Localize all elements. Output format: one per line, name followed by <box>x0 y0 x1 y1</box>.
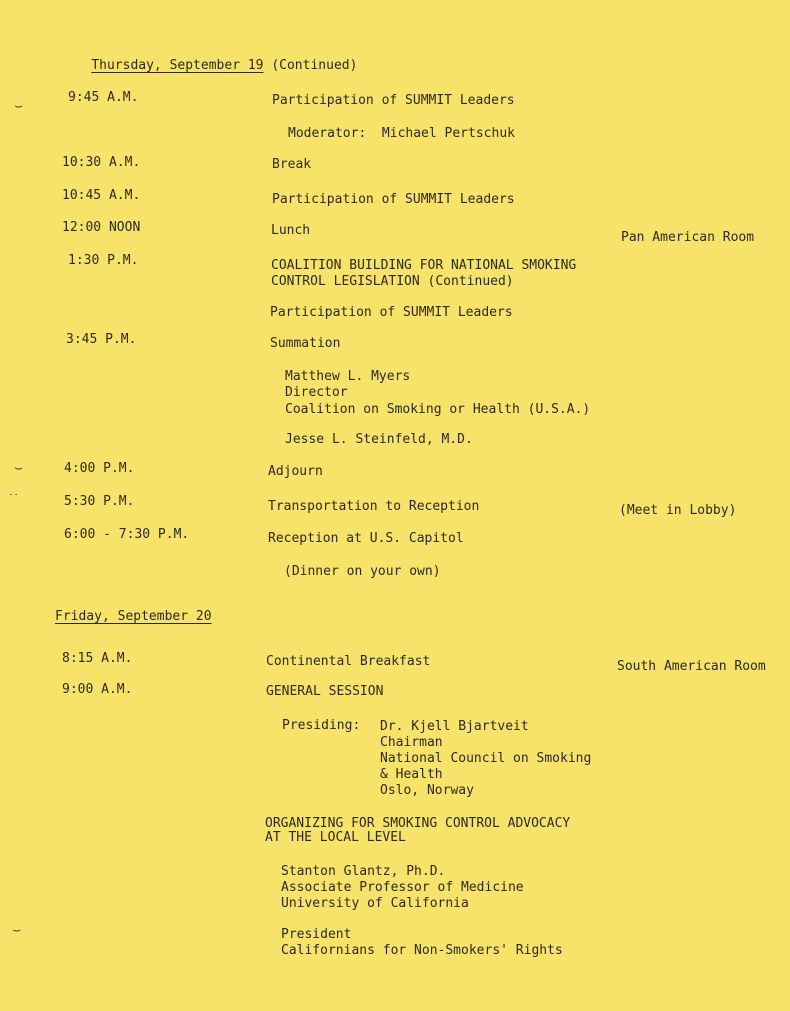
event-cell: AT THE LOCAL LEVEL <box>265 830 406 845</box>
thursday-heading <box>60 42 357 90</box>
event-cell: GENERAL SESSION <box>266 684 384 699</box>
moderator-line: Moderator: Michael Pertschuk <box>288 126 515 141</box>
speaker-line: Stanton Glantz, Ph.D. <box>281 864 446 879</box>
time-cell: 1:30 P.M. <box>68 253 139 268</box>
event-cell: Break <box>272 157 312 172</box>
time-cell: 4:00 P.M. <box>64 461 135 476</box>
event-cell: Summation <box>270 336 341 351</box>
event-cell: Lunch <box>271 223 311 238</box>
time-cell: 10:45 A.M. <box>62 188 141 203</box>
presiding-line: Oslo, Norway <box>380 783 474 798</box>
thursday-heading-date: Thursday, September 19 <box>91 58 264 73</box>
event-cell: Continental Breakfast <box>266 654 431 669</box>
speaker-line: Associate Professor of Medicine <box>281 880 524 895</box>
speaker-line: Matthew L. Myers <box>285 369 411 384</box>
note-line: (Dinner on your own) <box>284 564 441 579</box>
presiding-label: Presiding: <box>282 718 361 733</box>
event-cell: Transportation to Reception <box>268 499 480 514</box>
location-cell: Pan American Room <box>621 230 755 245</box>
event-cell: Reception at U.S. Capitol <box>268 531 464 546</box>
time-cell: 12:00 NOON <box>62 220 141 235</box>
time-cell: 10:30 A.M. <box>62 155 141 170</box>
event-cell: ORGANIZING FOR SMOKING CONTROL ADVOCACY <box>265 816 571 831</box>
speaker-line: Director <box>285 385 348 400</box>
location-cell: South American Room <box>617 659 766 674</box>
time-cell: 9:00 A.M. <box>62 682 133 697</box>
speaker-line: Jesse L. Steinfeld, M.D. <box>285 432 473 447</box>
event-cell: Participation of SUMMIT Leaders <box>272 93 515 108</box>
time-cell: 9:45 A.M. <box>68 90 139 105</box>
margin-mark: ˙˙ <box>8 492 19 505</box>
margin-mark: ⌣ <box>12 922 22 938</box>
presiding-line: Dr. Kjell Bjartveit <box>380 719 529 734</box>
time-cell: 8:15 A.M. <box>62 651 133 666</box>
presiding-line: & Health <box>380 767 443 782</box>
time-cell: 3:45 P.M. <box>66 332 137 347</box>
thursday-heading-suffix: (Continued) <box>263 58 358 73</box>
time-cell: 6:00 - 7:30 P.M. <box>64 527 190 542</box>
speaker-line: Californians for Non-Smokers' Rights <box>281 943 563 958</box>
event-cell: COALITION BUILDING FOR NATIONAL SMOKING <box>271 258 577 273</box>
event-cell: CONTROL LEGISLATION (Continued) <box>271 274 514 289</box>
friday-heading: Friday, September 20 <box>55 609 212 624</box>
margin-mark: ⌣ <box>14 98 24 114</box>
margin-mark: ⌣ <box>14 460 24 476</box>
event-cell: Participation of SUMMIT Leaders <box>272 192 515 207</box>
location-cell: (Meet in Lobby) <box>619 503 737 518</box>
speaker-line: President <box>281 927 352 942</box>
time-cell: 5:30 P.M. <box>64 494 135 509</box>
speaker-line: University of California <box>281 896 469 911</box>
presiding-line: National Council on Smoking <box>380 751 592 766</box>
event-cell: Adjourn <box>268 464 323 479</box>
presiding-line: Chairman <box>380 735 443 750</box>
speaker-line: Coalition on Smoking or Health (U.S.A.) <box>285 402 591 417</box>
event-cell: Participation of SUMMIT Leaders <box>270 305 513 320</box>
